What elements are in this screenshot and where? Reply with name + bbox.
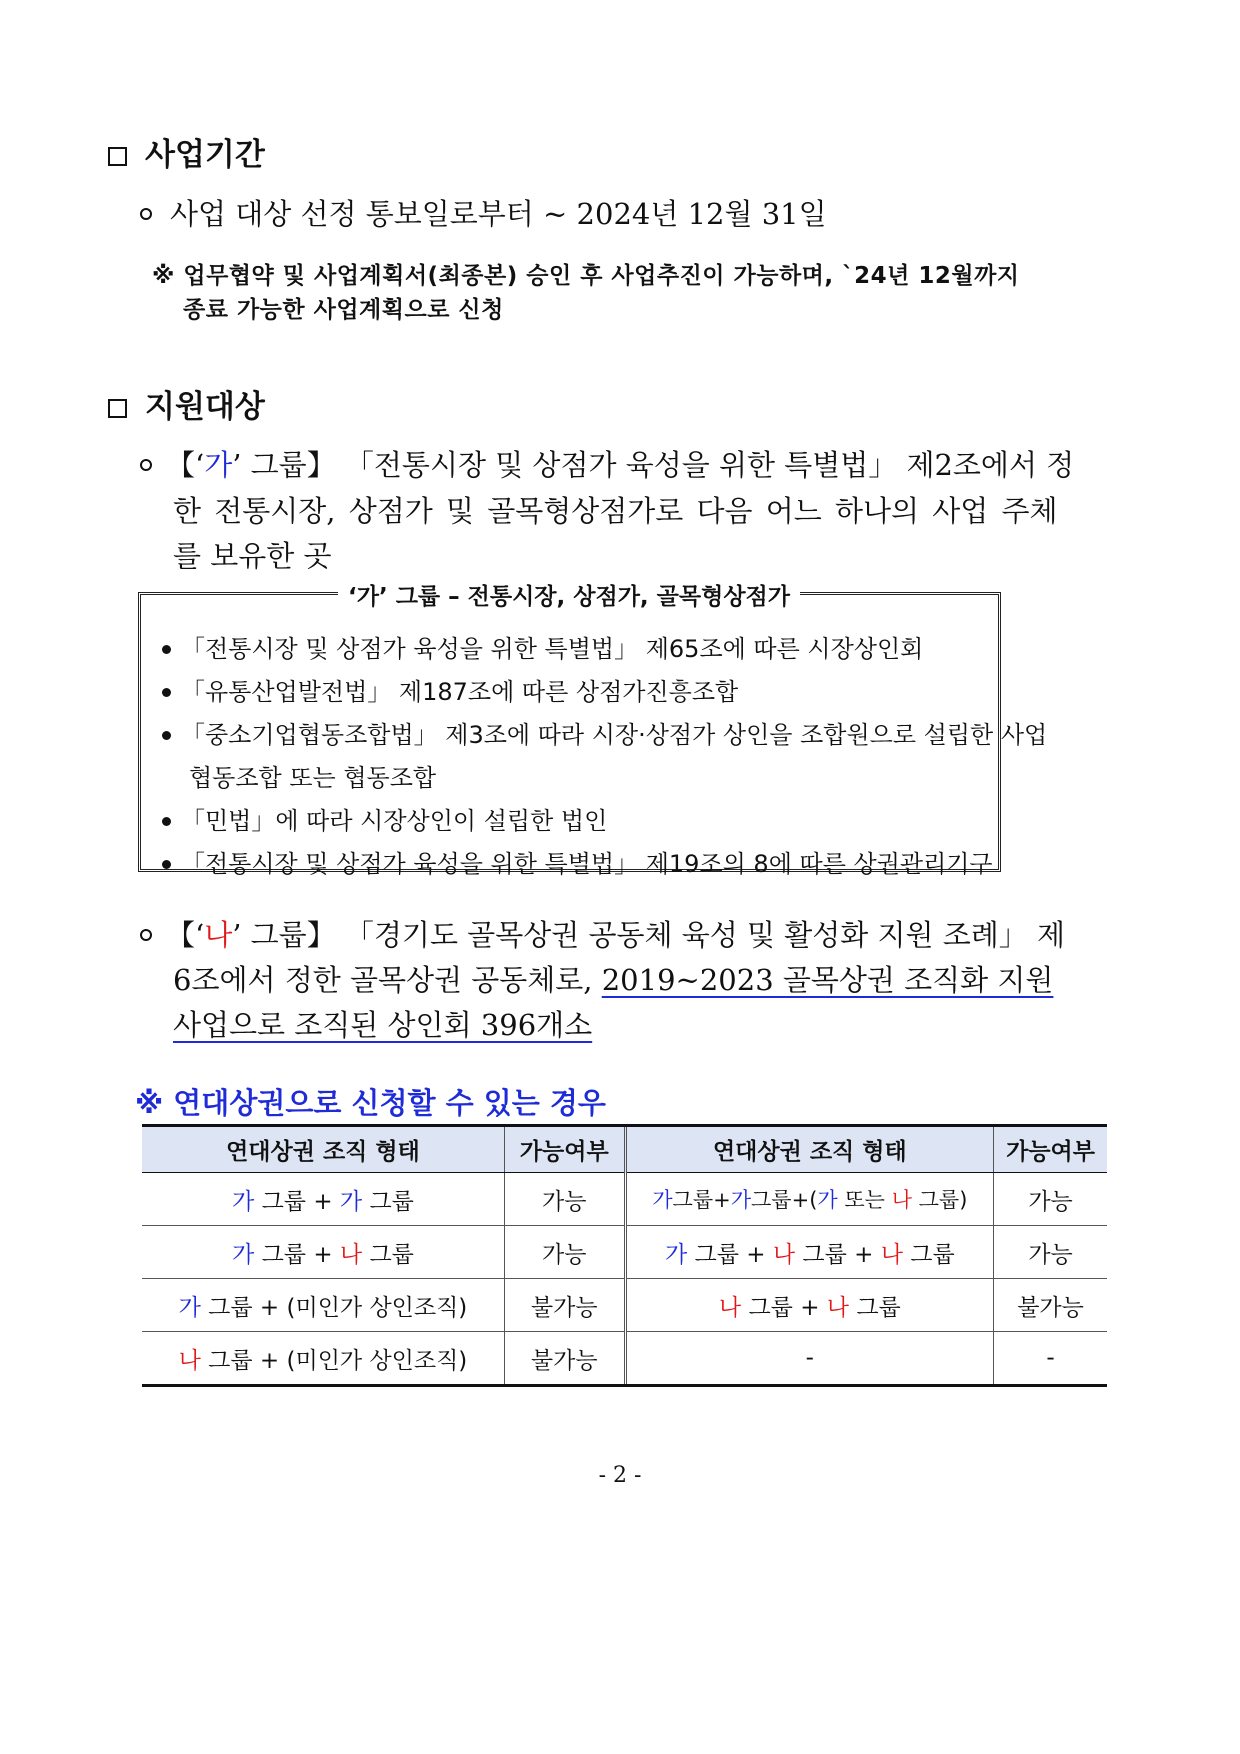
list-item: 「전통시장 및 상점가 육성을 위한 특별법」 제65조에 따른 시장상인회 [162, 628, 1047, 671]
alliance-table [142, 1127, 1107, 1384]
table-cell: 나 그룹 + 나 그룹 [625, 1279, 994, 1332]
period-item [140, 192, 827, 233]
section-period-heading [108, 129, 265, 174]
table-row [142, 1332, 1107, 1385]
period-note-line1: ※ 업무협약 및 사업계획서(최종본) 승인 후 사업추진이 가능하며, `24년 12월까지 [152, 263, 1020, 289]
section-target-heading [108, 381, 265, 426]
list-item-continuation: 협동조합 또는 협동조합 [189, 764, 437, 792]
checkbox-square-icon [108, 399, 127, 418]
table-cell: 불가능 [504, 1279, 625, 1332]
list-item: 「전통시장 및 상점가 육성을 위한 특별법」 제19조의 8에 따른 상권관리기구 [162, 843, 1047, 886]
table-row [142, 1173, 1107, 1226]
table-cell: 가 그룹 + (미인가 상인조직) [142, 1279, 504, 1332]
alliance-table-wrap [142, 1124, 1107, 1387]
circle-bullet-icon [140, 208, 152, 220]
table-cell: 가능 [994, 1226, 1107, 1279]
group-a-box-list [162, 628, 1047, 886]
table-cell: 가 그룹 + 나 그룹 + 나 그룹 [625, 1226, 994, 1279]
table-cell: 불가능 [504, 1332, 625, 1385]
table-cell: - [625, 1332, 994, 1385]
header-cell: 연대상권 조직 형태 [142, 1127, 504, 1173]
section-title: 지원대상 [145, 389, 265, 425]
alliance-title: ※ 연대상권으로 신청할 수 있는 경우 [135, 1086, 606, 1120]
table-cell: 불가능 [994, 1279, 1107, 1332]
circle-bullet-icon [140, 929, 152, 941]
dot-bullet-icon [162, 731, 171, 740]
list-item: 「유통산업발전법」 제187조에 따른 상점가진흥조합 [162, 671, 1047, 714]
dot-bullet-icon [162, 817, 171, 826]
group-a-name: 가 [204, 448, 233, 482]
underlined-text: 2019~2023 골목상권 조직화 지원 [601, 963, 1054, 997]
header-cell: 가능여부 [504, 1127, 625, 1173]
group-b-line1: 【‘나’ 그룹】 「경기도 골목상권 공동체 육성 및 활성화 지원 조례」 제 [140, 913, 1065, 954]
group-a-line3: 를 보유한 곳 [173, 539, 332, 573]
table-cell: - [1046, 1345, 1055, 1371]
table-cell: 가능 [504, 1173, 625, 1226]
checkbox-square-icon [108, 147, 127, 166]
dot-bullet-icon [162, 645, 171, 654]
table-cell: 나 그룹 + (미인가 상인조직) [142, 1332, 504, 1385]
list-item: 「중소기업협동조합법」 제3조에 따라 시장·상점가 상인을 조합원으로 설립한 사업 [162, 714, 1047, 757]
group-a-line1: 【‘가’ 그룹】 「전통시장 및 상점가 육성을 위한 특별법」 제2조에서 정 [140, 443, 1074, 484]
group-b-line3 [173, 1003, 592, 1044]
table-cell: 가능 [994, 1173, 1107, 1226]
circle-bullet-icon [140, 459, 152, 471]
section-title: 사업기간 [145, 137, 265, 173]
group-b-line2: 6조에서 정한 골목상권 공동체로, 2019~2023 골목상권 조직화 지원 [173, 963, 1054, 997]
header-cell: 가능여부 [994, 1127, 1107, 1173]
list-item: 「민법」에 따라 시장상인이 설립한 법인 [162, 800, 1047, 843]
table-cell: 가능 [504, 1226, 625, 1279]
table-cell: 가 그룹 + 나 그룹 [142, 1226, 504, 1279]
group-a-box-title: ‘가’ 그룹 – 전통시장, 상점가, 골목형상점가 [338, 578, 800, 611]
dot-bullet-icon [162, 688, 171, 697]
table-row [142, 1279, 1107, 1332]
header-cell: 연대상권 조직 형태 [625, 1127, 994, 1173]
underlined-text: 사업으로 조직된 상인회 396개소 [173, 1008, 593, 1042]
table-row [142, 1226, 1107, 1279]
period-note-line2: 종료 가능한 사업계획으로 신청 [183, 297, 504, 323]
group-a-line2: 한 전통시장, 상점가 및 골목형상점가로 다음 어느 하나의 사업 주체 [173, 494, 1058, 528]
table-header-row [142, 1127, 1107, 1173]
dot-bullet-icon [162, 860, 171, 869]
period-text: 사업 대상 선정 통보일로부터 ~ 2024년 12월 31일 [170, 197, 827, 231]
group-b-name: 나 [204, 918, 233, 952]
table-cell: 가그룹+가그룹+(가 또는 나 그룹) [625, 1173, 994, 1226]
page-number: - 2 - [598, 1463, 642, 1488]
table-cell: 가 그룹 + 가 그룹 [142, 1173, 504, 1226]
